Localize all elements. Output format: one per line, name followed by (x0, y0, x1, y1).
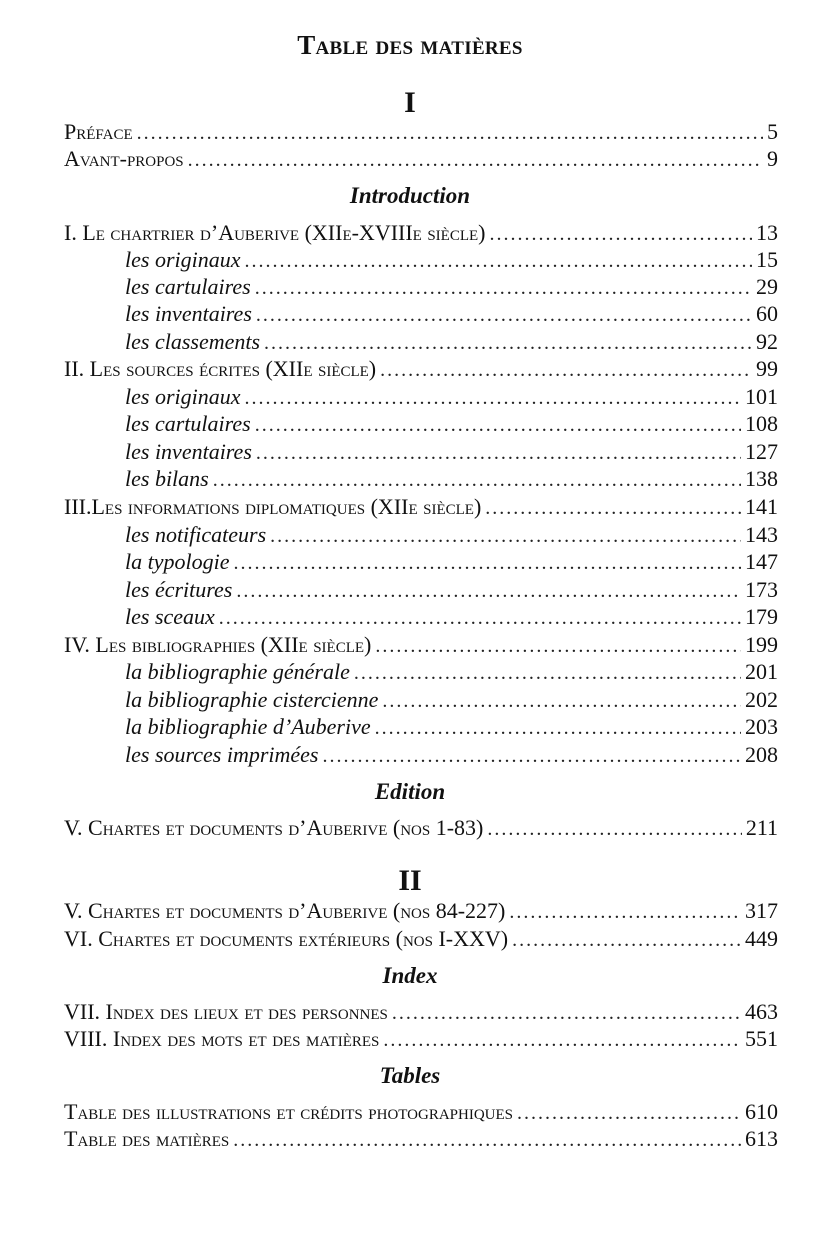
dot-leader (255, 412, 741, 439)
dot-leader (256, 302, 752, 329)
entry-page-number: 13 (756, 220, 778, 245)
dot-leader (236, 578, 741, 605)
entry-label: Table des illustrations et crédits photographiques (64, 1099, 514, 1124)
toc-entry[interactable] (64, 118, 778, 145)
dot-leader (245, 385, 742, 412)
entry-label: I. Le chartrier d’Auberive (XIIe-XVIIIe siècle) (64, 220, 486, 245)
dot-leader (245, 248, 753, 275)
entry-label: Préface (64, 119, 133, 144)
entry-page-number: 211 (745, 815, 778, 840)
section-heading-tables: Tables (379, 1063, 441, 1088)
toc-entry[interactable] (64, 925, 778, 952)
toc-entry[interactable] (64, 998, 778, 1025)
entry-page-number: 203 (745, 714, 778, 739)
entry-label: Table des matières (64, 1126, 230, 1151)
dot-leader (323, 743, 742, 770)
entry-label: les originaux (125, 247, 241, 272)
dot-leader (233, 550, 741, 577)
toc-entry[interactable] (64, 1025, 778, 1052)
entry-label: la bibliographie d’Auberive (125, 714, 371, 739)
entry-label: V. Chartes et documents d’Auberive (nos 84-227) (64, 898, 506, 923)
entry-page-number: 317 (745, 898, 778, 923)
toc-subentry[interactable] (125, 410, 778, 437)
toc-subentry[interactable] (125, 686, 778, 713)
entry-page-number: 15 (756, 247, 778, 272)
dot-leader (188, 147, 763, 174)
section-heading-edition: Edition (374, 779, 446, 804)
dot-leader (512, 927, 741, 954)
toc-subentry[interactable] (125, 741, 778, 768)
toc-subentry[interactable] (125, 521, 778, 548)
page-title: Table des matières (297, 30, 523, 60)
entry-page-number: 201 (745, 659, 778, 684)
entry-label: IV. Les bibliographies (XIIe siècle) (64, 632, 372, 657)
dot-leader (509, 899, 741, 926)
section-heading-index: Index (382, 963, 438, 988)
entry-label: les écritures (125, 577, 233, 602)
entry-label: les notificateurs (125, 522, 267, 547)
toc-subentry[interactable] (125, 548, 778, 575)
entry-page-number: 199 (745, 632, 778, 657)
dot-leader (264, 330, 752, 357)
toc-subentry[interactable] (125, 273, 778, 300)
entry-page-number: 449 (745, 926, 778, 951)
entry-page-number: 551 (745, 1026, 778, 1051)
section-heading-introduction: Introduction (349, 183, 471, 208)
entry-page-number: 5 (767, 119, 778, 144)
entry-label: les sceaux (125, 604, 215, 629)
toc-subentry[interactable] (125, 576, 778, 603)
toc-entry[interactable] (64, 1098, 778, 1125)
toc-entry[interactable] (64, 493, 778, 520)
toc-subentry[interactable] (125, 465, 778, 492)
toc-subentry[interactable] (125, 713, 778, 740)
dot-leader (485, 495, 741, 522)
entry-label: VI. Chartes et documents extérieurs (nos I-XXV) (64, 926, 509, 951)
entry-page-number: 202 (745, 687, 778, 712)
entry-label: les originaux (125, 384, 241, 409)
toc-subentry[interactable] (125, 246, 778, 273)
entry-label: III.Les informations diplomatiques (XIIe siècle) (64, 494, 482, 519)
entry-page-number: 613 (745, 1126, 778, 1151)
entry-page-number: 610 (745, 1099, 778, 1124)
entry-label: la bibliographie générale (125, 659, 350, 684)
entry-label: la bibliographie cistercienne (125, 687, 379, 712)
dot-leader (375, 633, 741, 660)
toc-entry[interactable] (64, 145, 778, 172)
entry-label: les inventaires (125, 439, 252, 464)
dot-leader (490, 221, 752, 248)
dot-leader (213, 467, 741, 494)
dot-leader (137, 120, 763, 147)
dot-leader (354, 660, 741, 687)
entry-page-number: 29 (756, 274, 778, 299)
entry-label: les cartulaires (125, 411, 251, 436)
entry-page-number: 141 (745, 494, 778, 519)
dot-leader (487, 816, 741, 843)
entry-page-number: 127 (745, 439, 778, 464)
entry-label: II. Les sources écrites (XIIe siècle) (64, 356, 377, 381)
entry-page-number: 463 (745, 999, 778, 1024)
volume-two-heading: II (398, 864, 422, 897)
dot-leader (517, 1100, 741, 1127)
toc-entry[interactable] (64, 897, 778, 924)
entry-page-number: 173 (745, 577, 778, 602)
entry-label: les classements (125, 329, 261, 354)
entry-page-number: 179 (745, 604, 778, 629)
entry-label: Avant-propos (64, 146, 184, 171)
dot-leader (219, 605, 741, 632)
entry-page-number: 147 (745, 549, 778, 574)
toc-entry[interactable] (64, 1125, 778, 1152)
toc-subentry[interactable] (125, 300, 778, 327)
dot-leader (233, 1127, 741, 1154)
toc-subentry[interactable] (125, 383, 778, 410)
entry-label: VII. Index des lieux et des personnes (64, 999, 388, 1024)
entry-page-number: 92 (756, 329, 778, 354)
entry-page-number: 101 (745, 384, 778, 409)
dot-leader (270, 523, 741, 550)
entry-label: les sources imprimées (125, 742, 319, 767)
dot-leader (380, 357, 752, 384)
entry-label: les cartulaires (125, 274, 251, 299)
toc-entry[interactable] (64, 631, 778, 658)
toc-subentry[interactable] (125, 328, 778, 355)
entry-label: V. Chartes et documents d’Auberive (nos 1-83) (64, 815, 484, 840)
dot-leader (255, 275, 752, 302)
dot-leader (375, 715, 741, 742)
entry-page-number: 9 (767, 146, 778, 171)
toc-subentry[interactable] (125, 438, 778, 465)
entry-page-number: 108 (745, 411, 778, 436)
dot-leader (256, 440, 741, 467)
volume-one-heading: I (404, 86, 416, 119)
entry-label: les inventaires (125, 301, 252, 326)
dot-leader (383, 1027, 741, 1054)
entry-page-number: 60 (756, 301, 778, 326)
entry-page-number: 138 (745, 466, 778, 491)
toc-entry[interactable] (64, 355, 778, 382)
entry-page-number: 208 (745, 742, 778, 767)
toc-entry[interactable] (64, 814, 778, 841)
toc-entry[interactable] (64, 219, 778, 246)
entry-page-number: 143 (745, 522, 778, 547)
dot-leader (392, 1000, 741, 1027)
toc-subentry[interactable] (125, 603, 778, 630)
entry-label: VIII. Index des mots et des matières (64, 1026, 380, 1051)
entry-label: la typologie (125, 549, 230, 574)
dot-leader (382, 688, 741, 715)
entry-label: les bilans (125, 466, 209, 491)
toc-subentry[interactable] (125, 658, 778, 685)
entry-page-number: 99 (756, 356, 778, 381)
